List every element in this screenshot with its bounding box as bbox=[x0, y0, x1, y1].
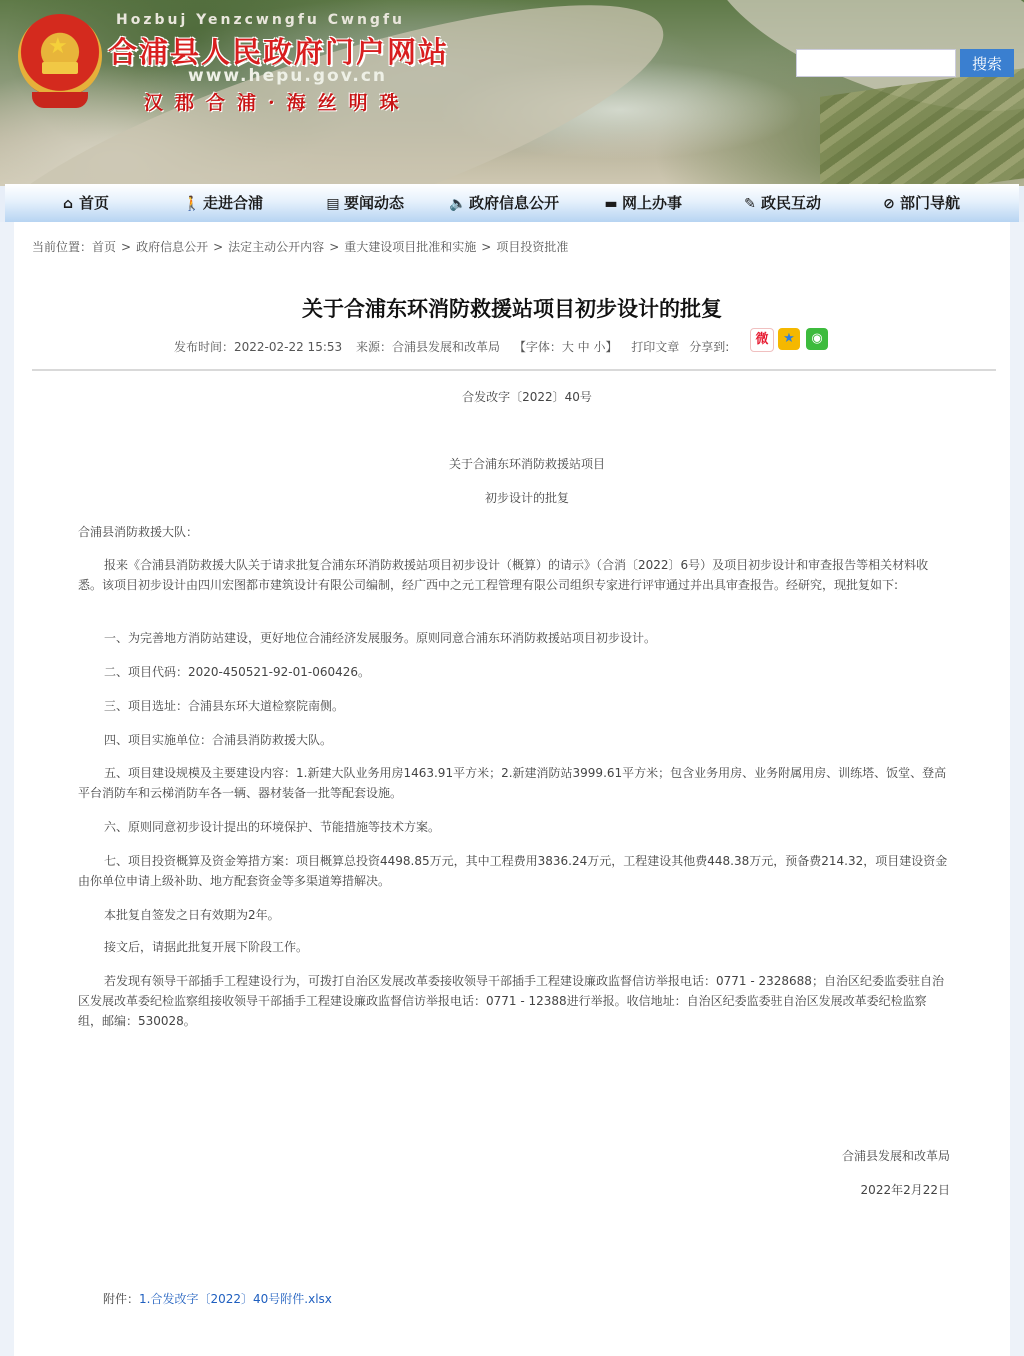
home-icon: ⌂ bbox=[62, 196, 74, 212]
body-paragraph: 六、原则同意初步设计提出的环境保护、节能措施等技术方案。 bbox=[104, 820, 441, 834]
search-input[interactable] bbox=[796, 49, 956, 77]
breadcrumb-separator: > bbox=[481, 240, 492, 254]
document-subtitle-line-2: 初步设计的批复 bbox=[484, 491, 569, 505]
site-url: www.hepu.gov.cn bbox=[188, 66, 388, 86]
nav-item-interaction[interactable] bbox=[741, 184, 821, 222]
body-paragraph: 七、项目投资概算及资金筹措方案：项目概算总投资4498.85万元，其中工程费用3836.24万元，工程建设其他费448.38万元，预备费214.32，项目建设资金由你单位申请上级补助、地方配套资金等多渠道筹措解决。 bbox=[78, 854, 948, 888]
weibo-icon[interactable]: 微 bbox=[750, 328, 774, 352]
nav-item-home[interactable] bbox=[59, 184, 109, 222]
document-number: 合发改字〔2022〕40号 bbox=[462, 390, 592, 404]
print-button[interactable]: 打印文章 bbox=[631, 340, 680, 354]
body-paragraph: 三、项目选址：合浦县东环大道检察院南侧。 bbox=[104, 699, 345, 713]
nav-item-about-hepu[interactable] bbox=[183, 184, 263, 222]
header-banner bbox=[0, 0, 1024, 186]
breadcrumb bbox=[32, 238, 568, 255]
body-paragraph: 二、项目代码：2020-450521-92-01-060426。 bbox=[104, 665, 371, 679]
nav-item-label: 网上办事 bbox=[622, 194, 683, 212]
attachment-label: 附件： bbox=[103, 1292, 140, 1306]
breadcrumb-prefix: 当前位置： bbox=[32, 240, 93, 254]
main-nav bbox=[5, 184, 1019, 223]
qzone-icon[interactable]: ★ bbox=[778, 328, 800, 350]
wechat-icon[interactable]: ◉ bbox=[806, 328, 828, 350]
pen-icon: ✎ bbox=[744, 196, 756, 212]
nav-item-label: 政府信息公开 bbox=[469, 194, 560, 212]
title-divider bbox=[32, 369, 996, 371]
body-paragraph: 若发现有领导干部插手工程建设行为，可拨打自治区发展改革委接收领导干部插手工程建设廉政监督信访举报电话：0771 - 2328688；自治区纪委监委驻自治区发展改革委纪检监察组接收领导干部插手工程建设廉政监督信访举报电话：0771 - 12388进行举报。收信地址：自治区纪委监委驻自治区发展改革委纪检监察组，邮编：530028。 bbox=[78, 974, 944, 1028]
document-subtitle-line-1: 关于合浦东环消防救援站项目 bbox=[448, 457, 605, 471]
body-paragraph: 本批复自签发之日有效期为2年。 bbox=[104, 908, 280, 922]
sign-date: 2022年2月22日 bbox=[860, 1183, 950, 1197]
breadcrumb-separator: > bbox=[329, 240, 340, 254]
article-meta bbox=[174, 338, 729, 355]
nav-item-departments[interactable] bbox=[880, 184, 960, 222]
breadcrumb-item-gov-info[interactable]: 政府信息公开 bbox=[136, 240, 209, 254]
publish-time: 发布时间：2022-02-22 15:53 bbox=[174, 340, 343, 354]
site-title[interactable]: 合浦县人民政府门户网站 bbox=[108, 35, 450, 69]
breadcrumb-separator: > bbox=[213, 240, 224, 254]
speaker-icon: 🔈 bbox=[449, 196, 467, 212]
nav-item-online-services[interactable] bbox=[602, 184, 682, 222]
national-emblem-icon: ★ bbox=[18, 14, 102, 98]
document-icon: ▤ bbox=[326, 196, 340, 212]
body-paragraph: 接文后，请据此批复开展下阶段工作。 bbox=[104, 940, 309, 954]
body-paragraph: 一、为完善地方消防站建设，更好地位合浦经济发展服务。原则同意合浦东环消防救援站项目初步设计。 bbox=[104, 631, 657, 645]
site-pinyin: Hozbuj Yenzcwngfu Cwngfu bbox=[116, 12, 406, 28]
attachment bbox=[103, 1290, 332, 1307]
monitor-icon: ▬ bbox=[604, 196, 618, 212]
breadcrumb-separator: > bbox=[121, 240, 132, 254]
walking-person-icon: 🚶 bbox=[183, 196, 201, 212]
search-button[interactable]: 搜索 bbox=[960, 49, 1014, 77]
breadcrumb-item-statutory[interactable]: 法定主动公开内容 bbox=[228, 240, 325, 254]
breadcrumb-item-home[interactable]: 首页 bbox=[92, 240, 117, 254]
nav-item-label: 政民互动 bbox=[761, 194, 822, 212]
site-slogan: 汉郡合浦·海丝明珠 bbox=[144, 92, 411, 114]
nav-item-gov-info[interactable] bbox=[449, 184, 559, 222]
font-size-switcher[interactable]: 【字体：大 中 小】 bbox=[513, 340, 618, 354]
compass-icon: ⊘ bbox=[883, 196, 895, 212]
body-paragraph: 报来《合浦县消防救援大队关于请求批复合浦东环消防救援站项目初步设计（概算）的请示》（合消〔2022〕6号）及项目初步设计和审查报告等相关材料收悉。该项目初步设计由四川宏图都市建筑设计有限公司编制，经广西中之元工程管理有限公司组织专家进行评审通过并出具审查报告。经研究，现批复如下: bbox=[78, 558, 929, 592]
article-title: 关于合浦东环消防救援站项目初步设计的批复 bbox=[302, 297, 722, 321]
body-paragraph: 五、项目建设规模及主要建设内容：1.新建大队业务用房1463.91平方米；2.新建消防站3999.61平方米；包含业务用房、业务附属用房、训练塔、饭堂、登高平台消防车和云梯消防车各一辆、器材装备一批等配套设施。 bbox=[78, 766, 947, 800]
nav-item-news[interactable] bbox=[324, 184, 404, 222]
salutation: 合浦县消防救援大队： bbox=[78, 525, 199, 539]
nav-item-label: 要闻动态 bbox=[344, 194, 405, 212]
nav-item-label: 走进合浦 bbox=[203, 194, 264, 212]
signer: 合浦县发展和改革局 bbox=[841, 1149, 950, 1163]
breadcrumb-item-investment[interactable]: 项目投资批准 bbox=[496, 240, 569, 254]
nav-item-label: 部门导航 bbox=[900, 194, 961, 212]
nav-item-label: 首页 bbox=[79, 194, 110, 212]
banner-fields-image bbox=[820, 63, 1024, 186]
article-source: 来源：合浦县发展和改革局 bbox=[355, 340, 500, 354]
share-label: 分享到: bbox=[689, 340, 730, 354]
attachment-link[interactable]: 1.合发改字〔2022〕40号附件.xlsx bbox=[139, 1292, 332, 1306]
body-paragraph: 四、项目实施单位：合浦县消防救援大队。 bbox=[104, 733, 333, 747]
breadcrumb-item-major-projects[interactable]: 重大建设项目批准和实施 bbox=[344, 240, 477, 254]
